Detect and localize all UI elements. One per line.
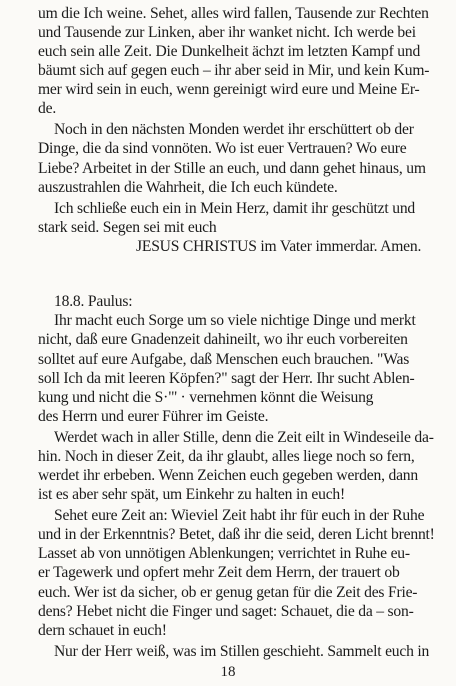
text-line: Ich schließe euch ein in Mein Herz, damit ihr geschützt und: [54, 200, 416, 217]
text-line: Noch in den nächsten Monden werdet ihr erschüttert ob der: [54, 121, 414, 138]
text-line: um die Ich weine. Sehet, alles wird fallen, Tausende zur Rechten: [38, 5, 429, 22]
text-line: Nur der Herr weiß, was im Stillen geschieht. Sammelt euch in: [54, 643, 430, 660]
text-line: nicht, daß eure Gnadenzeit dahineilt, wo ihr euch vorbereiten: [38, 331, 408, 348]
text-line: werdet ihr erbeben. Wenn Zeichen euch gegeben werden, dann: [38, 467, 418, 484]
text-line: und in der Erkenntnis? Betet, daß ihr die seid, deren Licht brennt!: [38, 526, 435, 543]
text-line: des Herrn und eurer Führer im Geiste.: [38, 408, 269, 425]
text-line: Ihr macht euch Sorge um so viele nichtige Dinge und merkt: [54, 312, 416, 329]
text-line: stark seid. Segen sei mit euch: [38, 219, 217, 236]
text-line: auszustrahlen die Wahrheit, die Ich euch kündete.: [38, 179, 338, 196]
text-line: kung und nicht die S·"' · vernehmen könnt die Weisung: [38, 389, 374, 406]
text-line: Lasset ab von unnötigen Ablenkungen; verrichtet in Ruhe eu-: [38, 545, 410, 562]
signature: JESUS CHRISTUS im Vater immerdar. Amen.: [136, 238, 422, 255]
text-line: solltet auf eure Aufgabe, daß Menschen euch brauchen. "Was: [38, 351, 410, 368]
page-number: 18: [220, 664, 236, 680]
text-line: dern schauet in euch!: [38, 622, 167, 639]
text-line: euch. Wer ist da sicher, ob er genug getan für die Zeit des Frie-: [38, 584, 418, 601]
text-line: Werdet wach in aller Stille, denn die Zeit eilt in Windeseile da-: [54, 429, 434, 446]
text-line: de.: [38, 100, 57, 117]
text-line: soll Ich da mit leeren Köpfen?" sagt der Herr. Ihr sucht Ablen-: [38, 370, 415, 387]
section-heading: 18.8. Paulus:: [54, 293, 133, 310]
text-line: dens? Hebet nicht die Finger und saget: Schauet, die da – son-: [38, 603, 414, 620]
text-line: ist es aber sehr spät, um Einkehr zu halten in euch!: [38, 486, 346, 503]
text-line: Dinge, die da sind vonnöten. Wo ist euer Vertrauen? Wo eure: [38, 140, 407, 157]
text-line: mer wird sein in euch, wenn gereinigt wird eure und Meine Er-: [38, 81, 420, 98]
text-line: bäumt sich auf gegen euch – ihr aber seid in Mir, und kein Kum-: [38, 62, 430, 79]
text-line: er Tagewerk und opfert mehr Zeit dem Herrn, der trauert ob: [38, 564, 400, 581]
text-line: und Tausende zur Linken, aber ihr wanket nicht. Ich werde bei: [38, 24, 416, 41]
text-line: Liebe? Arbeitet in der Stille an euch, und dann gehet hinaus, um: [38, 160, 426, 177]
text-line: euch sein alle Zeit. Die Dunkelheit ächzt im letzten Kampf und: [38, 43, 421, 60]
text-line: hin. Noch in dieser Zeit, da ihr glaubt, alles liege noch so fern,: [38, 448, 415, 465]
text-line: Sehet eure Zeit an: Wieviel Zeit habt ihr für euch in der Ruhe: [54, 507, 425, 524]
